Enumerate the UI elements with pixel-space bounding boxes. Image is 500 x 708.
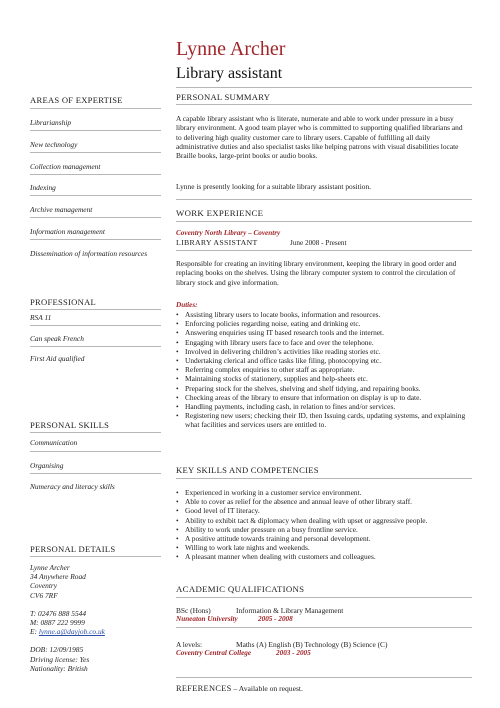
job-description: Responsible for creating an inviting library environment, keeping the library in good order and replacing books on the shelves. Using the library computer system to control the circulation of library stock and give information. bbox=[176, 259, 457, 287]
list-item: • Involved in delivering children’s activities like reading stories etc. bbox=[176, 347, 472, 356]
list-item: • Assisting library users to locate books, information and resources. bbox=[176, 310, 472, 319]
key-skills-list bbox=[176, 488, 472, 562]
divider bbox=[30, 451, 161, 452]
divider bbox=[176, 250, 472, 251]
expertise-item: New technology bbox=[30, 140, 78, 149]
duties-list bbox=[176, 310, 472, 430]
university: Nuneaton University bbox=[176, 615, 238, 623]
divider bbox=[30, 217, 161, 218]
list-item: • Enforcing policies regarding noise, eating and drinking etc. bbox=[176, 319, 472, 328]
email-link[interactable]: lynne.a@dayjob.co.uk bbox=[38, 627, 105, 637]
section-heading-expertise: AREAS OF EXPERTISE bbox=[30, 95, 123, 105]
header-divider bbox=[176, 87, 472, 88]
list-item: • Engaging with library users face to face and over the telephone. bbox=[176, 338, 472, 347]
detail-driving-license: Driving license: Yes bbox=[30, 654, 90, 664]
list-item: • Ability to exhibit tact & diplomacy when dealing with upset or aggressive people. bbox=[176, 516, 472, 525]
divider bbox=[30, 130, 161, 131]
list-item: • Answering enquiries using IT based research tools and the internet. bbox=[176, 328, 472, 337]
professional-item: First Aid qualified bbox=[30, 354, 85, 363]
detail-email-row bbox=[30, 627, 160, 636]
list-item: • Registering new users; checking their ID, then Issuing cards, updating systems, and explaining what facilities and services users are entitled to. bbox=[176, 411, 472, 429]
divider bbox=[176, 104, 472, 105]
list-item: • A positive attitude towards training and personal development. bbox=[176, 534, 472, 543]
job-role: LIBRARY ASSISTANT bbox=[176, 238, 258, 247]
divider bbox=[30, 309, 161, 310]
degree-subject: Information & Library Management bbox=[236, 606, 344, 615]
section-heading-academic: ACADEMIC QUALIFICATIONS bbox=[176, 584, 305, 594]
email-prefix: E: bbox=[30, 627, 39, 637]
list-item: • Experienced in working in a customer service environment. bbox=[176, 488, 472, 497]
employer: Coventry North Library – Coventry bbox=[176, 229, 281, 237]
references-text: – Available on request. bbox=[231, 684, 303, 693]
skill-item: Numeracy and literacy skills bbox=[30, 482, 115, 491]
divider bbox=[30, 325, 161, 326]
references-heading: REFERENCES bbox=[176, 684, 232, 693]
divider bbox=[30, 195, 161, 196]
professional-item: RSA 11 bbox=[30, 313, 52, 322]
personal-details-block bbox=[30, 563, 160, 673]
divider bbox=[176, 677, 472, 678]
alevels-label: A levels: bbox=[176, 640, 203, 649]
list-item: • Willing to work late nights and weekends. bbox=[176, 543, 472, 552]
summary-paragraph-availability: Lynne is presently looking for a suitable library assistant position. bbox=[176, 182, 371, 191]
list-item: • Ability to work under pressure on a busy frontline service. bbox=[176, 525, 472, 534]
skill-item: Communication bbox=[30, 438, 78, 447]
expertise-item: Librarianship bbox=[30, 118, 72, 127]
section-heading-personal-details: PERSONAL DETAILS bbox=[30, 544, 116, 554]
list-item: • Checking areas of the library to ensure that information on display is up to date. bbox=[176, 393, 472, 402]
divider bbox=[30, 152, 161, 153]
college-dates: 2003 - 2005 bbox=[276, 649, 311, 657]
divider bbox=[30, 432, 161, 433]
degree: BSc (Hons) bbox=[176, 606, 211, 615]
detail-dob: DOB: 12/09/1985 bbox=[30, 645, 84, 655]
divider bbox=[30, 174, 161, 175]
college: Coventry Central College bbox=[176, 649, 252, 657]
divider bbox=[176, 199, 472, 200]
divider bbox=[176, 627, 472, 628]
expertise-item: Archive management bbox=[30, 205, 93, 214]
summary-paragraph: A capable library assistant who is literate, numerate and able to work under pressure in a busy library environment. A good team player who is committed to supporting qualified librarians and to delivering high quality customer care to library users. Capable of fulfilling all daily administrative duties and also specialist tasks like helping patrons with visual disabilities locate Braille books, large-print books or audio books. bbox=[176, 114, 463, 160]
divider bbox=[30, 108, 161, 109]
references-row bbox=[176, 684, 303, 693]
detail-telephone: T: 02476 888 5544 bbox=[30, 608, 87, 618]
job-title: Library assistant bbox=[176, 65, 283, 82]
divider bbox=[30, 346, 161, 347]
divider bbox=[30, 239, 161, 240]
job-dates: June 2008 - Present bbox=[290, 239, 347, 247]
detail-postcode: CV6 7RF bbox=[30, 590, 58, 600]
candidate-name: Lynne Archer bbox=[176, 38, 286, 60]
list-item: • Undertaking clerical and office tasks like filing, photocopying etc. bbox=[176, 356, 472, 365]
expertise-item: Collection management bbox=[30, 162, 101, 171]
university-dates: 2005 - 2008 bbox=[258, 615, 293, 623]
list-item: • Preparing stock for the shelves, shelving and shelf tidying, and repairing books. bbox=[176, 384, 472, 393]
list-item: • Able to cover as relief for the absence and annual leave of other library staff. bbox=[176, 497, 472, 506]
divider bbox=[176, 597, 472, 598]
list-item: • Handling payments, including cash, in relation to fines and/or services. bbox=[176, 402, 472, 411]
skill-item: Organising bbox=[30, 461, 64, 470]
detail-address-line-1: 34 Anywhere Road bbox=[30, 572, 86, 582]
detail-address-line-2: Coventry bbox=[30, 581, 58, 591]
expertise-item: Information management bbox=[30, 227, 105, 236]
professional-item: Can speak French bbox=[30, 334, 84, 343]
section-heading-professional: PROFESSIONAL bbox=[30, 297, 97, 307]
section-heading-summary: PERSONAL SUMMARY bbox=[176, 92, 271, 102]
section-heading-work-experience: WORK EXPERIENCE bbox=[176, 208, 264, 218]
detail-nationality: Nationality: British bbox=[30, 663, 88, 673]
list-item: • A pleasant manner when dealing with customers and colleagues. bbox=[176, 552, 472, 561]
section-heading-key-skills: KEY SKILLS AND COMPETENCIES bbox=[176, 465, 319, 475]
expertise-item: Dissemination of information resources bbox=[30, 249, 148, 258]
detail-name: Lynne Archer bbox=[30, 563, 70, 572]
section-heading-skills: PERSONAL SKILLS bbox=[30, 420, 110, 430]
expertise-item: Indexing bbox=[30, 183, 56, 192]
detail-mobile: M: 0887 222 9999 bbox=[30, 618, 85, 628]
list-item: • Maintaining stocks of stationery, supplies and help-sheets etc. bbox=[176, 374, 472, 383]
divider bbox=[176, 478, 472, 479]
alevels-subjects: Maths (A) English (B) Technology (B) Science (C) bbox=[236, 640, 388, 649]
divider bbox=[176, 221, 472, 222]
divider bbox=[30, 556, 161, 557]
divider bbox=[30, 473, 161, 474]
list-item: • Good level of IT literacy. bbox=[176, 506, 472, 515]
list-item: • Referring complex enquiries to other staff as appropriate. bbox=[176, 365, 472, 374]
duties-label: Duties: bbox=[176, 301, 198, 309]
